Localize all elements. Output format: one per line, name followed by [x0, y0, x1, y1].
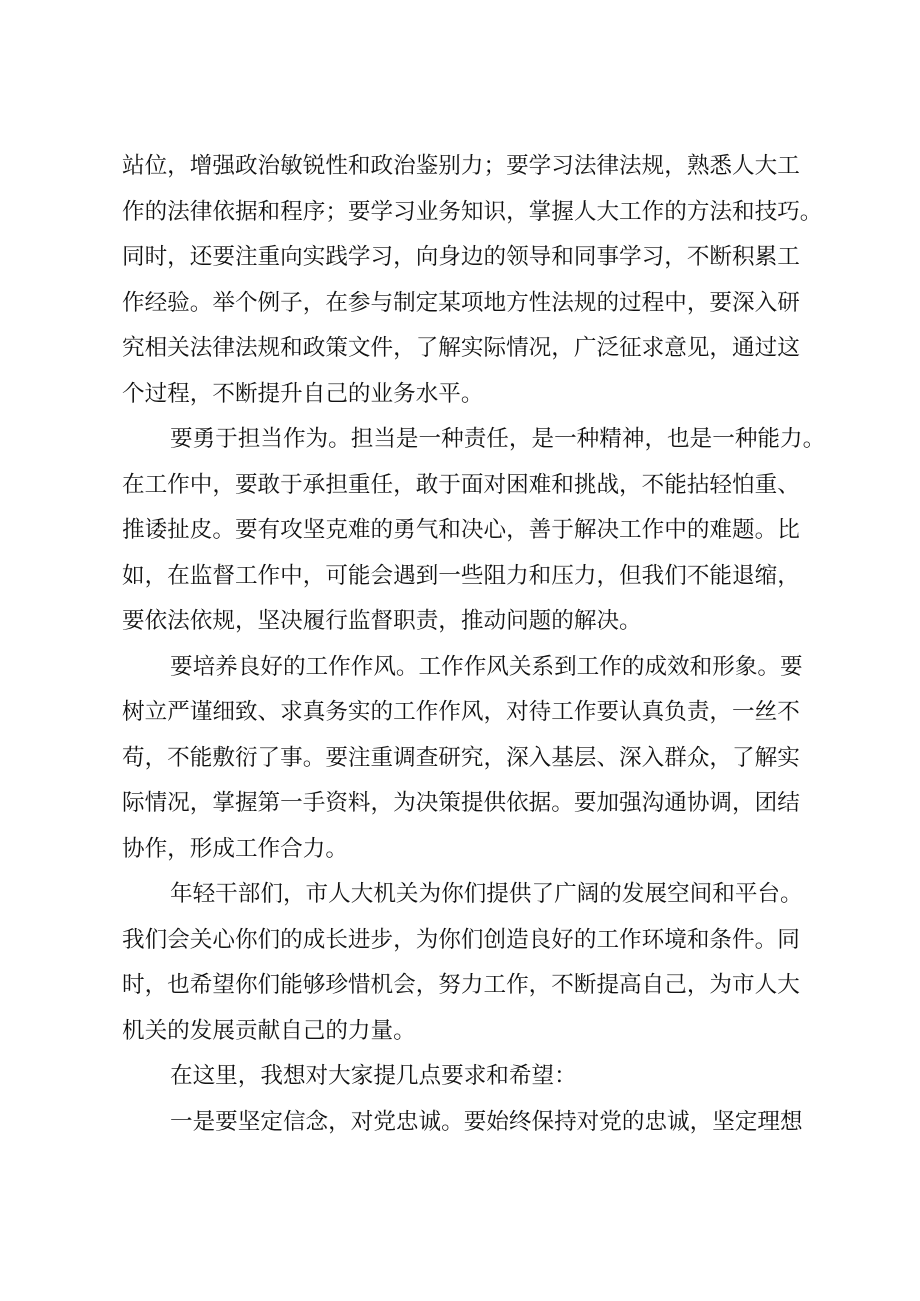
text-line: 究相关法律法规和政策文件，了解实际情况，广泛征求意见，通过这	[122, 335, 800, 361]
text-line: 同时，还要注重向实践学习，向身边的领导和同事学习，不断积累工	[122, 244, 800, 270]
text-line: 机关的发展贡献自己的力量。	[122, 1018, 416, 1044]
text-line: 要依法依规，坚决履行监督职责，推动问题的解决。	[122, 608, 642, 634]
text-line: 际情况，掌握第一手资料，为决策提供依据。要加强沟通协调，团结	[122, 790, 800, 816]
text-line: 作的法律依据和程序；要学习业务知识，掌握人大工作的方法和技巧。	[122, 199, 823, 225]
text-line: 作经验。举个例子，在参与制定某项地方性法规的过程中，要深入研	[122, 290, 800, 316]
paragraph-first-line: 一是要坚定信念，对党忠诚。要始终保持对党的忠诚，坚定理想	[170, 1109, 803, 1135]
text-line: 时，也希望你们能够珍惜机会，努力工作，不断提高自己，为市人大	[122, 972, 800, 998]
paragraph-first-line: 在这里，我想对大家提几点要求和希望：	[170, 1063, 577, 1089]
text-line: 苟，不能敷衍了事。要注重调查研究，深入基层、深入群众，了解实	[122, 745, 800, 771]
text-line: 树立严谨细致、求真务实的工作作风，对待工作要认真负责，一丝不	[122, 699, 800, 725]
text-line: 推诿扯皮。要有攻坚克难的勇气和决心，善于解决工作中的难题。比	[122, 517, 800, 543]
paragraph-first-line: 要勇于担当作为。担当是一种责任，是一种精神，也是一种能力。	[170, 426, 826, 452]
paragraph-first-line: 要培养良好的工作作风。工作作风关系到工作的成效和形象。要	[170, 654, 803, 680]
text-line: 我们会关心你们的成长进步，为你们创造良好的工作环境和条件。同	[122, 927, 800, 953]
text-line: 站位，增强政治敏锐性和政治鉴别力；要学习法律法规，熟悉人大工	[122, 153, 800, 179]
paragraph-first-line: 年轻干部们，市人大机关为你们提供了广阔的发展空间和平台。	[170, 881, 803, 907]
text-line: 如，在监督工作中，可能会遇到一些阻力和压力，但我们不能退缩，	[122, 563, 800, 589]
text-line: 协作，形成工作合力。	[122, 836, 348, 862]
text-line: 在工作中，要敢于承担重任，敢于面对困难和挑战，不能拈轻怕重、	[122, 472, 800, 498]
text-line: 个过程，不断提升自己的业务水平。	[122, 381, 484, 407]
